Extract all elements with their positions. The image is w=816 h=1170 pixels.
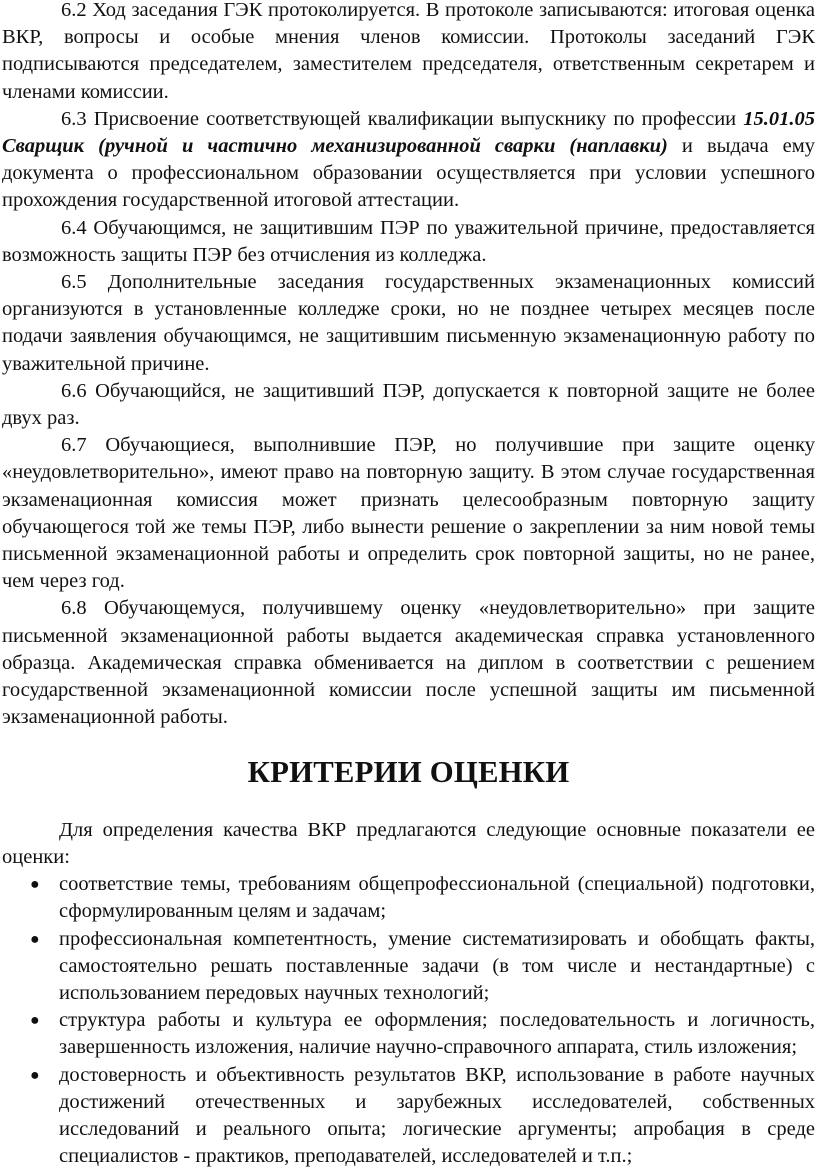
list-item xyxy=(2,1007,815,1061)
list-item xyxy=(2,871,815,925)
section-heading: КРИТЕРИИ ОЦЕНКИ xyxy=(247,755,570,790)
paragraph-6-4: 6.4 Обучающимся, не защитившим ПЭР по уважительной причине, предоставляется возможность защиты ПЭР без отчисления из колледжа. xyxy=(2,216,815,266)
paragraph-6-5: 6.5 Дополнительные заседания государственных экзаменационных комиссий организуются в установленные колледже сроки, но не позднее четырех месяцев после подачи заявления обучающимся, не защитившим письменную экзаменационную работу по уважительной причине. xyxy=(2,271,815,375)
paragraph-6-2: 6.2 Ход заседания ГЭК протоколируется. В протоколе записываются: итоговая оценка ВКР, вопросы и особые мнения членов комиссии. Протоколы заседаний ГЭК подписываются председателем, заместителем председателя, ответственным секретарем и членами комиссии. xyxy=(2,0,815,103)
list-item-text: достоверность и объективность результатов ВКР, использование в работе научных достижений отечественных и зарубежных исследователей, собственных исследований и реального опыта; логические аргументы; апробация в среде специалистов - практиков, преподавателей, исследователей и т.п.; xyxy=(59,1063,815,1168)
list-item-text: соответствие темы, требованиям общепрофессиональной (специальной) подготовки, сформулированным целям и задачам; xyxy=(59,873,815,923)
bullet-icon: ● xyxy=(30,1066,40,1084)
criteria-intro: Для определения качества ВКР предлагаются следующие основные показатели ее оценки: xyxy=(2,818,815,868)
paragraph-6-8: 6.8 Обучающемуся, получившему оценку «неудовлетворительно» при защите письменной экзаменационной работы выдается академическая справка установленного образца. Академическая справка обменивается на диплом в соответствии с решением государственной экзаменационной комиссии после успешной защиты им письменной экзаменационной работы. xyxy=(2,597,815,729)
paragraph-6-3-lead: 6.3 Присвоение соответствующей квалификации выпускнику по профессии xyxy=(61,107,744,130)
paragraph-6-3-tail: и выдача ему документа о профессиональном образовании осуществляется при условии успешного прохождения государственной итоговой аттестации. xyxy=(2,135,815,212)
paragraph-6-3 xyxy=(2,106,815,215)
list-item xyxy=(2,926,815,1008)
profession-name: 15.01.05 Сварщик (ручной и частично механизированной сварки (наплавки) xyxy=(2,107,815,158)
list-item xyxy=(2,1062,815,1170)
paragraph-6-7: 6.7 Обучающиеся, выполнившие ПЭР, но получившие при защите оценку «неудовлетворительно», имеют право на повторную защиту. В этом случае государственная экзаменационная комиссия может признать целесообразным повторную защиту обучающегося той же темы ПЭР, либо вынести решение о закреплении за ним новой темы письменной экзаменационной работы и определить срок повторной защиты, но не ранее, чем через год. xyxy=(2,434,815,593)
list-item-text: профессиональная компетентность, умение систематизировать и обобщать факты, самостоятельно решать поставленные задачи (в том числе и нестандартные) с использованием передовых научных технологий; xyxy=(59,927,815,1004)
paragraph-6-6: 6.6 Обучающийся, не защитивший ПЭР, допускается к повторной защите не более двух раз. xyxy=(2,379,815,430)
list-item-text: структура работы и культура ее оформления; последовательность и логичность, завершенность изложения, наличие научно-справочного аппарата, стиль изложения; xyxy=(59,1009,815,1059)
bullet-icon: ● xyxy=(30,876,40,894)
bullet-icon: ● xyxy=(30,930,40,948)
bullet-icon: ● xyxy=(30,1012,40,1030)
criteria-list xyxy=(2,871,815,1170)
